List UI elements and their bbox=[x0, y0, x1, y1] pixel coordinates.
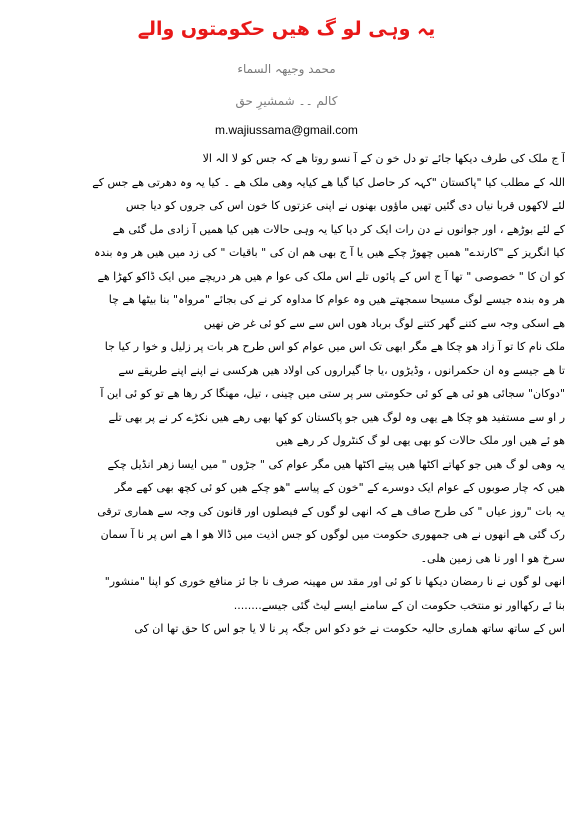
body-line: اس کے ساتھ ساتھ ھماری حالیہ حکومت نے خو دکو اس جگہ پر نا لا یا جو اس کا حق تھا ان کی bbox=[134, 622, 565, 635]
body-line: آ ج ملک کی طرف دیکھا جائے تو دل خو ن کے آ نسو روتا ھے کہ جس کو لا الہ الا bbox=[202, 152, 565, 165]
body-line: ملک نام کا تو آ زاد ھو چکا ھے مگر ابھی تک اس میں عوام کو اس طرح ھر بات پر زلیل و خوا ر کیا جا bbox=[104, 340, 565, 353]
body-line: کے لئے بوڑھے ، اور جوانوں نے دن رات ایک کر دیا کیا یہ وہی حالات ھیں کیا ھمیں آ زادی مل گئی ھے bbox=[112, 222, 565, 236]
body-line: تا ھے جیسے وہ ان حکمرانوں ، وڈیڑوں ،یا جا گیراروں کی اولاد ھیں ھرکسی نے اپنے اپنے طریقے سے bbox=[118, 363, 565, 377]
body-line: کیا انگریز کے "کارندے" ھمیں چھوڑ چکے ھیں یا آ ج بھی ھم ان کی " باقیات " کی زد میں ھیں ھر وہ بندہ bbox=[93, 246, 565, 259]
body-line: ھیں کہ چار صوبوں کے عوام ایک دوسرے کے "خون کے پیاسے "ھو چکے ھیں کو ئی کچھ بھی کھے مگر bbox=[114, 481, 565, 494]
body-line: ھو ئے ھیں اور ملک حالات کو بھی یھی لو گ کنٹرول کر رھے ھیں bbox=[275, 434, 565, 447]
body-line: بنا ئے رکھااور نو منتخب حکومت ان کے سامنے ایسے لیٹ گئی جیسے........ bbox=[233, 598, 565, 612]
body-line: ھر وہ بندہ جیسے لوگ مسیحا سمجھتے ھیں وہ عوام کا مداوہ کر نے کی بجائے "مرواہ" بنا بیٹھا ھے چا bbox=[108, 293, 565, 306]
body-line: کو ان کا " خصوصی " تھا آ ج اس کے پائوں تلے اس ملک کی عوا م ھیں ھر دریچے میں ایک ڈاکو کھڑا ھے bbox=[97, 269, 565, 283]
body-line: "دوکان" سجائی ھو ئی ھے کو ئی حکومتی سر پر ستی میں چینی ، تیل، مھنگا کر رھا ھے تو کو ئی این آ bbox=[100, 387, 565, 400]
body-line: یہ وھی لو گ ھیں جو کھاتے اکٹھا ھیں پیتے اکٹھا ھیں مگر عوام کی " جڑوں " میں ایسا زھر انڈیل چکے bbox=[107, 457, 565, 471]
body-line: رک گئی ھے انھوں نے ھی جمھوری حکومت میں لوگوں کو جس اذیت میں ڈالا ھو ا ھے اس پر نا آ سمان bbox=[100, 528, 565, 541]
column-name: کالم ۔۔ شمشیرِ حق bbox=[235, 94, 338, 108]
body-line: اللہ کے مطلب کیا "پاکستان "کہہ کر حاصل کیا گیا ھے کیایہ وھی ملک ھے ۔ کیا یہ وہ دھرتی ھے جس کے bbox=[92, 175, 565, 189]
body-line: سرخ ھو ا اور نا ھی زمین ھلی۔ bbox=[420, 551, 565, 565]
body-line: یہ بات "روز عیاں " کی طرح صاف ھے کہ انھی لو گوں کے فیصلوں اور قانون کی وجہ سے ھماری ترقی bbox=[97, 504, 565, 518]
body-line: لئے لاکھوں قربا نیاں دی گئیں تھیں ماؤوں بھنوں نے اپنی عزتوں کا خون اس کی جروں کو دیا جس bbox=[125, 199, 565, 212]
author-name: محمد وجیھہ السماء bbox=[237, 62, 336, 76]
author-email[interactable]: m.wajiussama@gmail.com bbox=[215, 123, 358, 137]
article-body bbox=[8, 147, 565, 641]
body-line: ھے اسکی وجہ سے کتنے گھر کتنے لوگ برباد ھوں اس سے سے کو ئی غر ض نھیں bbox=[203, 316, 565, 330]
body-line: ر او سے مستفید ھو چکا ھے یھی وہ لوگ ھیں جو پاکستان کو کھا بھی رھے ھیں نکڑے کر نے پر بھی تلے bbox=[108, 410, 565, 424]
article-title: یہ وہی لو گ ھیں حکومتوں والے bbox=[137, 18, 436, 40]
body-line: انھی لو گوں نے نا رمضان دیکھا نا کو ئی اور مقد س مھینہ صرف نا جا ئز منافع خوری کو اپنا "منشور" bbox=[104, 575, 565, 588]
